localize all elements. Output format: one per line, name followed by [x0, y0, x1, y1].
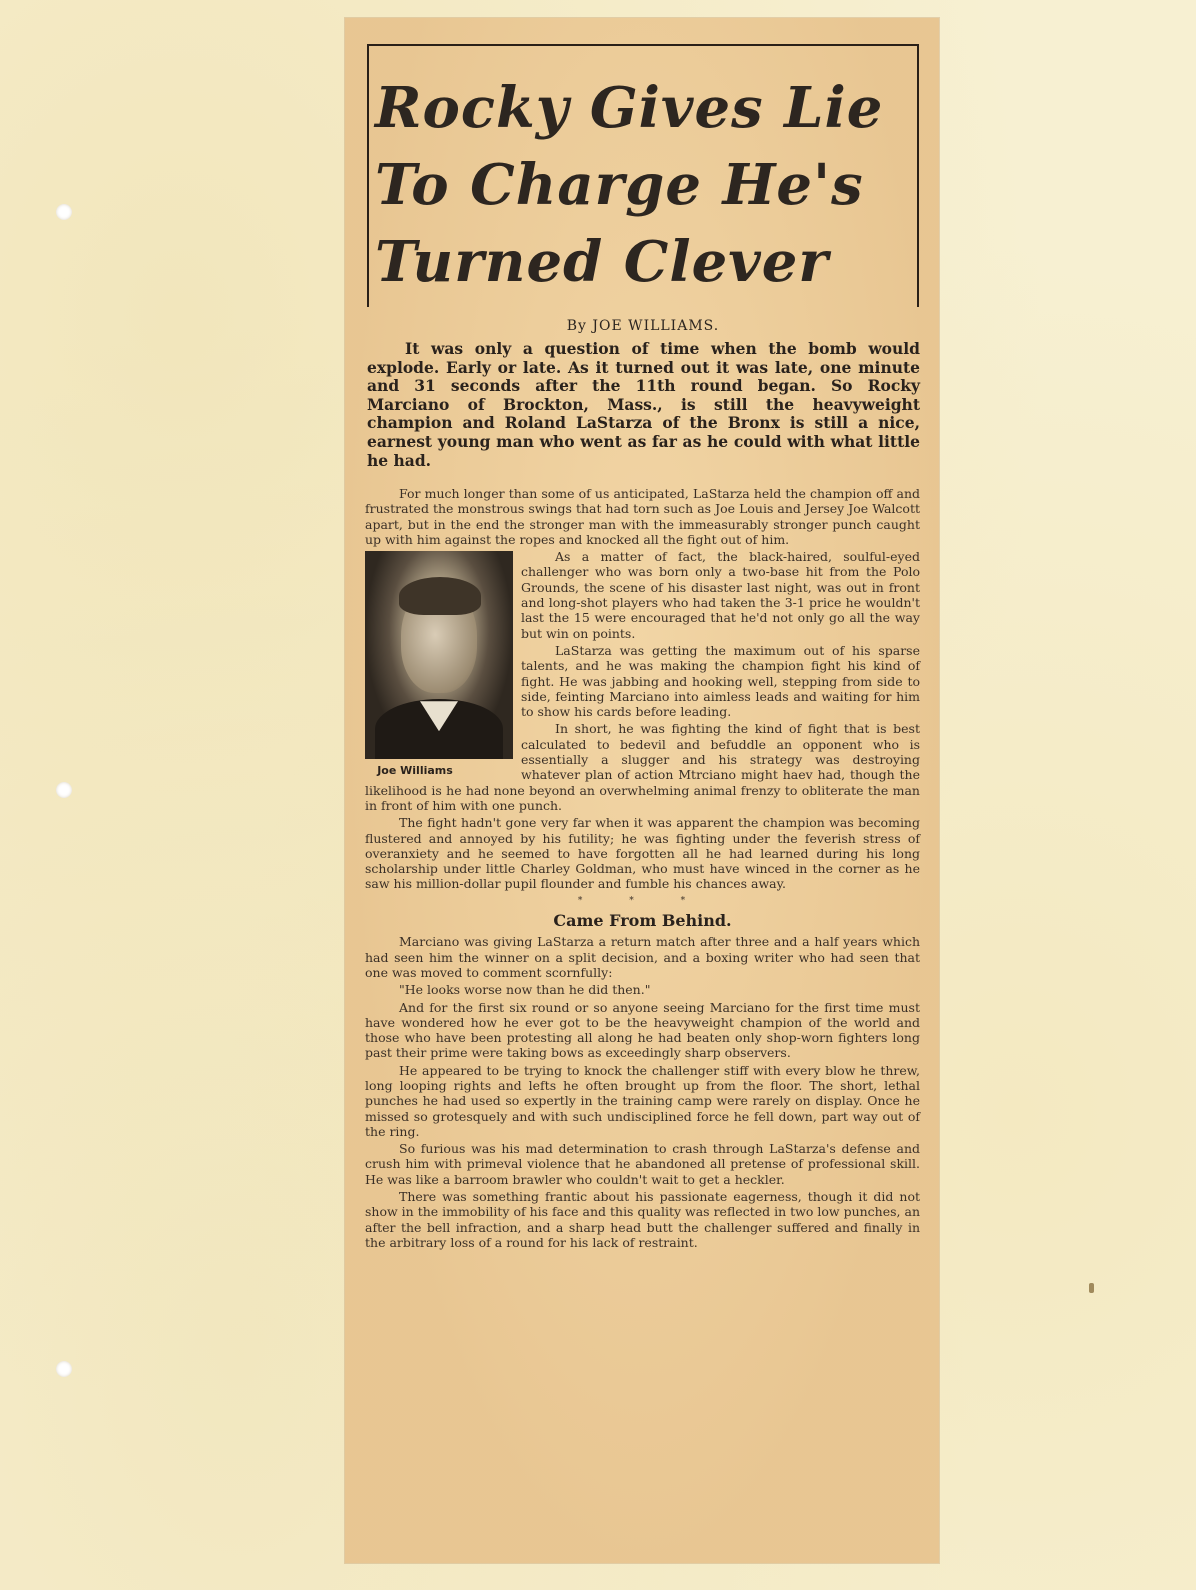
body-paragraph: LaStarza was getting the maximum out of his sparse talents, and he was making the champion fight his kind of fight. He was jabbing and hooking well, stepping from side to side, feinting Marciano into aimless leads and waiting for him to show his cards before leading. — [521, 642, 920, 720]
byline: By JOE WILLIAMS. — [566, 318, 720, 334]
body-paragraph: There was something frantic about his passionate eagerness, though it did not show in the immobility of his face and this quality was reflected in two low punches, an after the bell infraction, and a sharp head butt the challenger suffered and finally in the arbitrary loss of a round for his lack of restraint. — [365, 1189, 920, 1250]
article-headline — [375, 70, 915, 301]
punch-hole — [56, 204, 72, 220]
body-paragraph: In short, he was fighting the kind of fight that is best calculated to bedevil and befuddle an opponent who is essentially a slugger and his strategy was destroying whatever plan of action Mtrciano might haev had, though the likelihood is he had none beyond an overwhelming animal frenzy to obliterate the man in front of him with one punch. — [365, 721, 920, 813]
body-paragraph: And for the first six round or so anyone seeing Marciano for the first time must have wondered how he ever got to be the heavyweight champion of the world and those who have been protesting all along he had beaten only shop-worn fighters long past their prime were taking bows as exceedingly sharp observers. — [365, 999, 920, 1061]
section-subhead: Came From Behind. — [553, 911, 732, 931]
body-paragraph: So furious was his mad determination to crash through LaStarza's defense and crush him with primeval violence that he abandoned all pretense of professional skill. He was like a barroom brawler who couldn't wait to get a heckler. — [365, 1141, 920, 1187]
headline-line: To Charge He's — [375, 152, 864, 218]
punch-hole — [56, 1361, 72, 1377]
author-photo — [365, 551, 513, 759]
body-paragraph: Marciano was giving LaStarza a return match after three and a half years which had seen him the winner on a split decision, and a boxing writer who had seen that one was moved to comment scornfully: — [365, 934, 920, 980]
article-body — [365, 486, 920, 1252]
body-paragraph: He appeared to be trying to knock the challenger stiff with every blow he threw, long looping rights and lefts he often brought up from the floor. The short, lethal punches he had used so expertly in the training camp were rarely on display. Once he missed so grotesquely and with such undisciplined force he fell down, part way out of the ring. — [365, 1062, 920, 1139]
body-paragraph: The fight hadn't gone very far when it was apparent the champion was becoming flustered and annoyed by his futility; he was fighting under the feverish stress of overanxiety and he seemed to have forgotten all he had learned during his long scholarship under little Charley Goldman, who must have winced in the corner as he saw his million-dollar pupil flounder and fumble his chances away. — [365, 815, 920, 892]
lead-paragraph: It was only a question of time when the bomb would explode. Early or late. As it turned out it was late, one minute and 31 seconds after the 11th round began. So Rocky Marciano of Brockton, Mass., is still the heavyweight champion and Roland LaStarza of the Bronx is still a nice, earnest young man who went as far as he could with what little he had. — [367, 339, 920, 470]
body-paragraph: As a matter of fact, the black-haired, soulful-eyed challenger who was born only a two-base hit from the Polo Grounds, the scene of his disaster last night, was out in front and long-shot players who had taken the 3-1 price he wouldn't last the 15 were encouraged that he'd not only go all the way but win on points. — [521, 549, 920, 641]
author-portrait — [365, 551, 513, 778]
headline-line: Rocky Gives Lie — [375, 75, 884, 141]
body-paragraph: "He looks worse now than he did then." — [399, 982, 651, 998]
body-paragraph: For much longer than some of us anticipated, LaStarza held the champion off and frustrated the monstrous swings that had torn such as Joe Louis and Jersey Joe Walcott apart, but in the end the stronger man with the immeasurably stronger punch caught up with him against the ropes and knocked all the fight out of him. — [365, 486, 920, 547]
headline-line: Turned Clever — [375, 229, 829, 295]
section-separator: * * * — [577, 895, 708, 906]
punch-hole — [56, 782, 72, 798]
page-stain — [1089, 1283, 1094, 1293]
photo-caption: Joe Williams — [377, 764, 453, 778]
